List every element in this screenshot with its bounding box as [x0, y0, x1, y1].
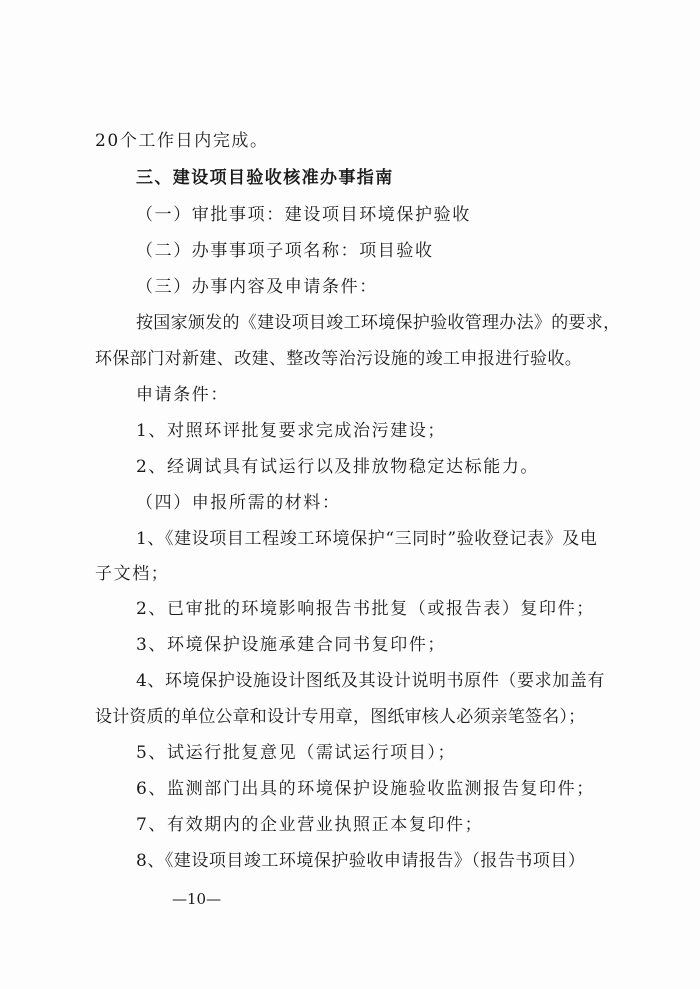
text-line: 2、已审批的环境影响报告书批复（或报告表）复印件；: [136, 599, 595, 619]
text-line: （二）办事事项子项名称：项目验收: [136, 241, 434, 261]
text-line: 20个工作日内完成。: [95, 131, 269, 151]
text-line: 3、环境保护设施承建合同书复印件；: [136, 635, 447, 655]
text-line: 按国家颁发的《建设项目竣工环境保护验收管理办法》的要求，: [136, 313, 621, 333]
section-heading: 三、建设项目验收核准办事指南: [136, 168, 394, 188]
text-line: 8、《建设项目竣工环境保护验收申请报告》（报告书项目）: [136, 851, 586, 871]
text-line: 5、试运行批复意见（需试运行项目）；: [136, 743, 457, 763]
text-line: 子文档；: [95, 564, 170, 584]
text-line: 6、监测部门出具的环境保护设施验收监测报告复印件；: [136, 779, 595, 799]
text-line: （三）办事内容及申请条件：: [136, 277, 378, 297]
text-line: （四）申报所需的材料：: [136, 493, 341, 513]
text-line: （一）审批事项：建设项目环境保护验收: [136, 205, 471, 225]
text-line: 4、环境保护设施设计图纸及其设计说明书原件（要求加盖有: [136, 671, 606, 691]
text-line: 1、对照环评批复要求完成治污建设；: [136, 421, 447, 441]
page-number: —10—: [172, 890, 222, 908]
text-line: 申请条件：: [136, 385, 229, 405]
text-line: 7、有效期内的企业营业执照正本复印件；: [136, 815, 484, 835]
text-line: 设计资质的单位公章和设计专用章，图纸审核人必须亲笔签名）；: [95, 707, 586, 727]
text-line: 环保部门对新建、改建、整改等治污设施的竣工申报进行验收。: [95, 349, 583, 369]
text-line: 2、经调试具有试运行以及排放物稳定达标能力。: [136, 457, 540, 477]
text-line: 1、《建设项目工程竣工环境保护“三同时”验收登记表》及电: [136, 529, 598, 549]
